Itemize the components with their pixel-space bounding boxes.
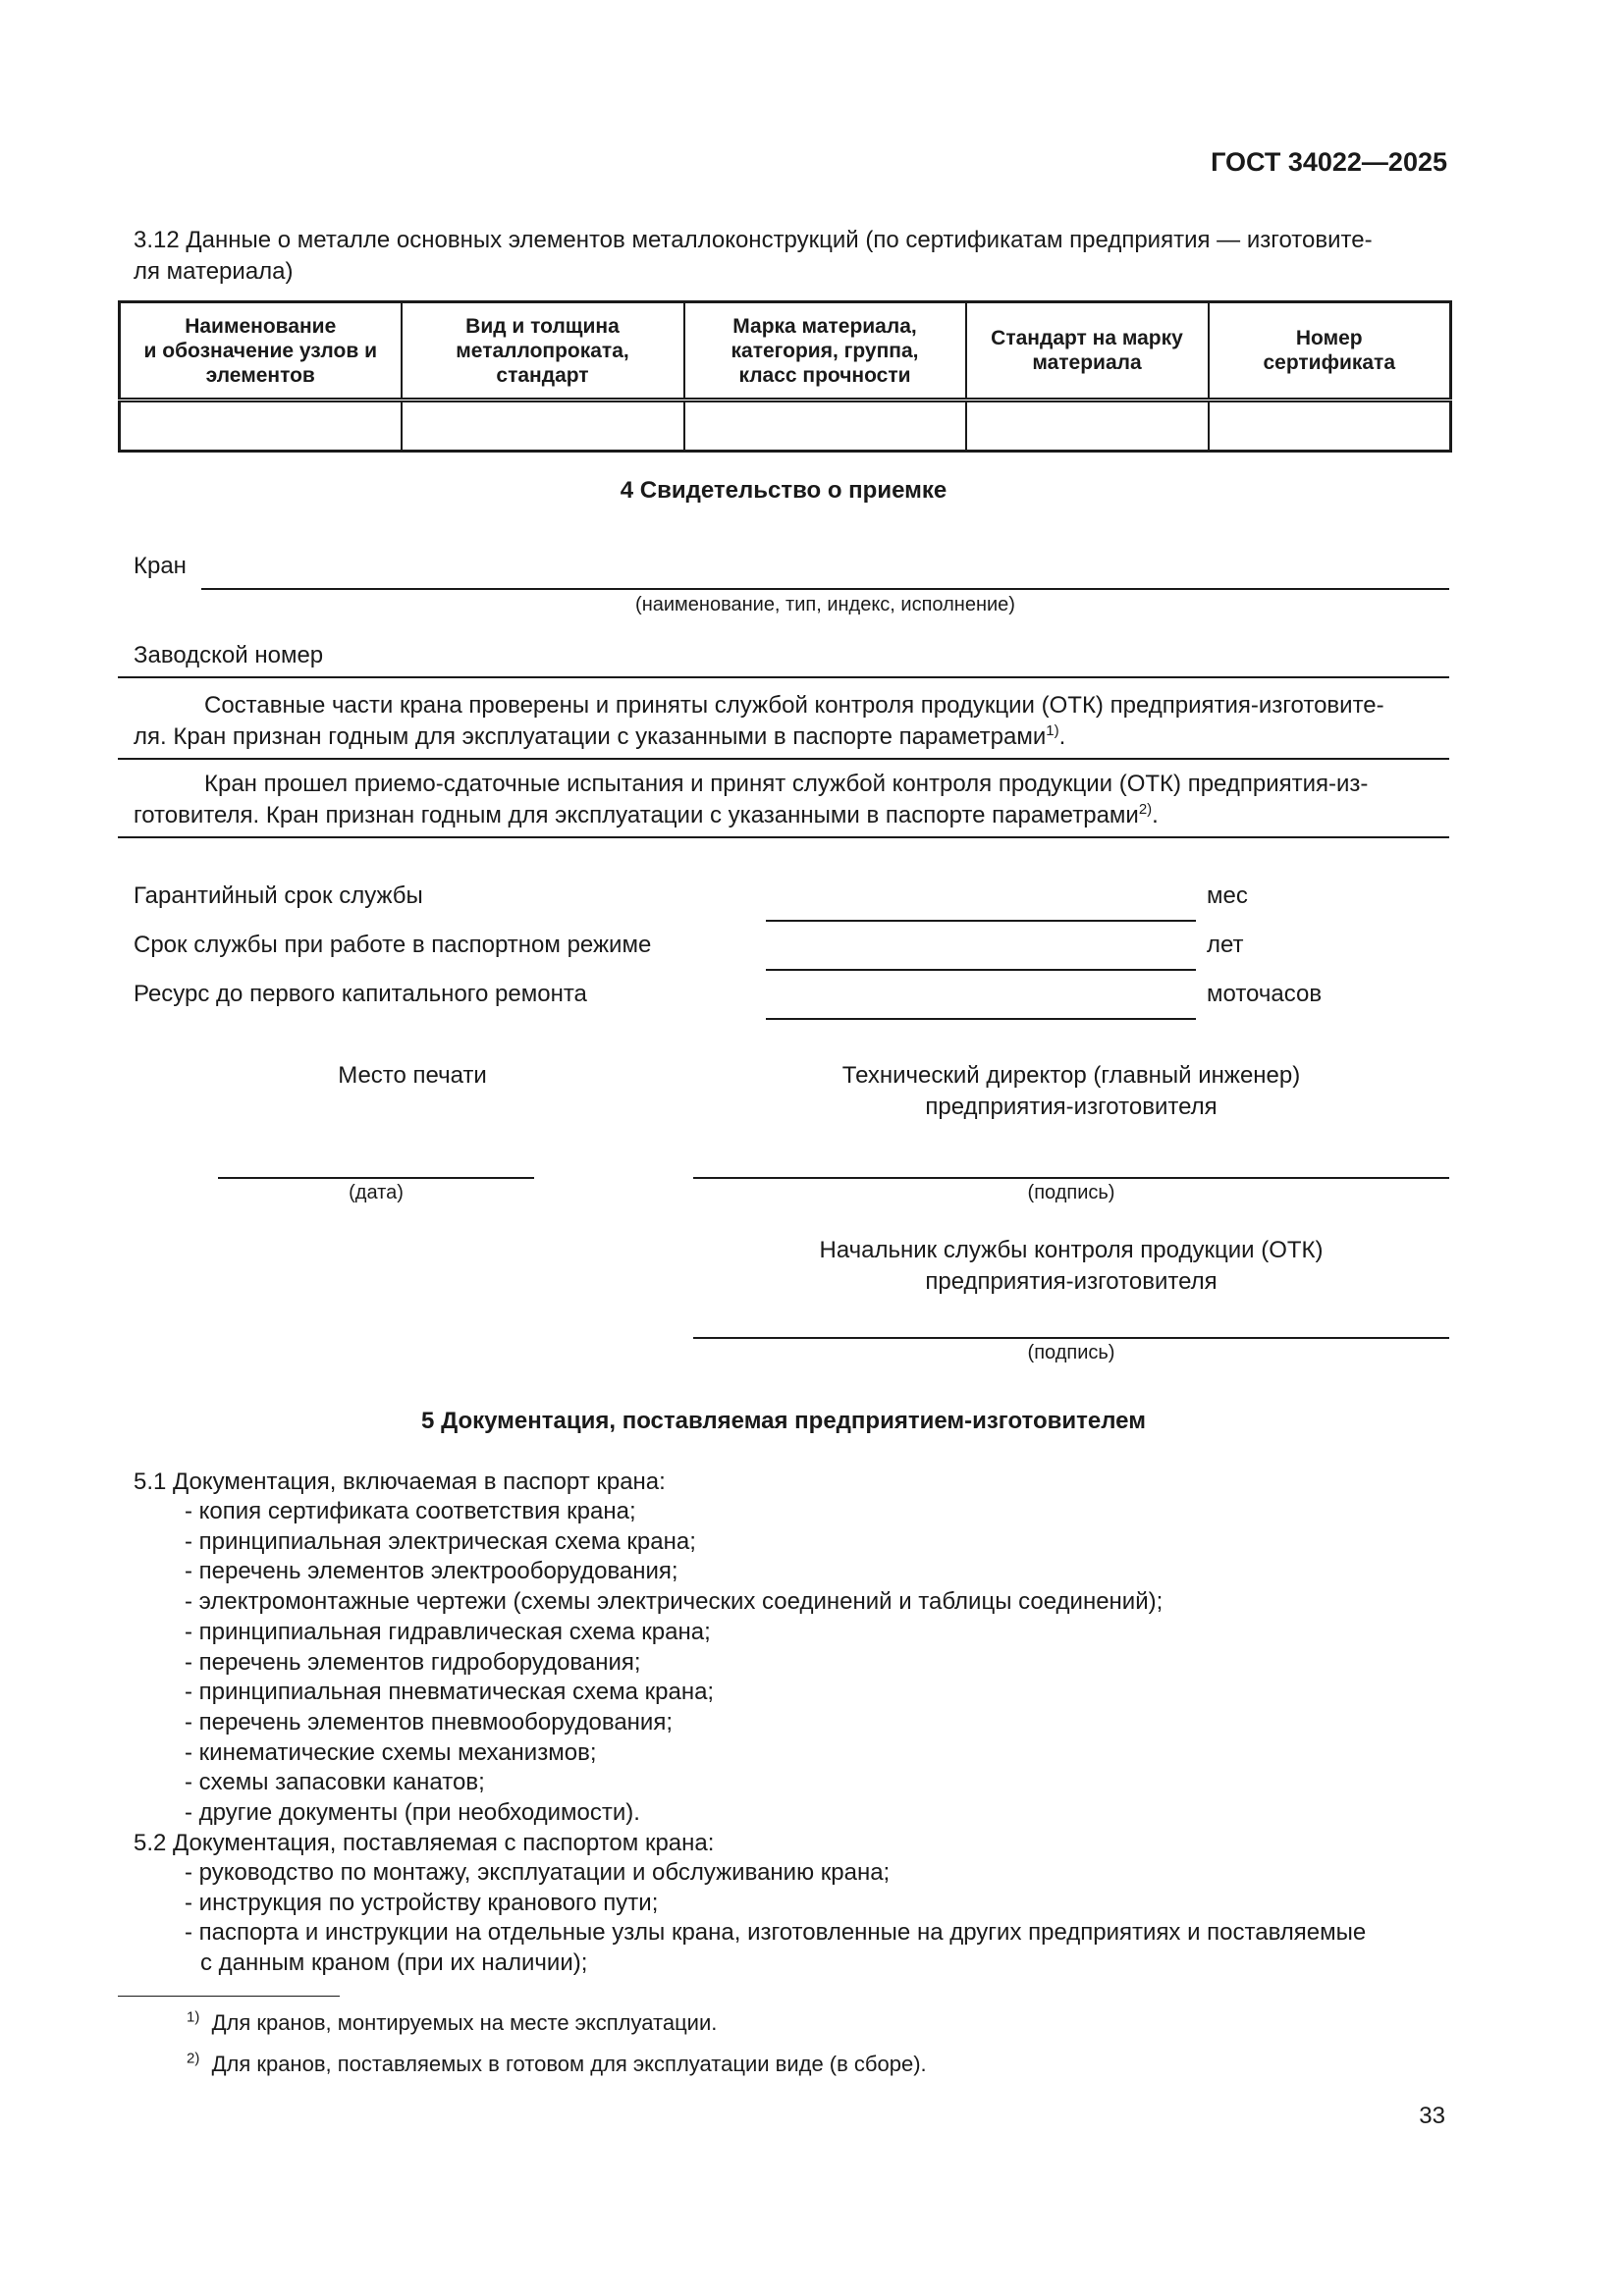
list-item: - принципиальная гидравлическая схема крана;	[185, 1618, 711, 1645]
service-field-line[interactable]	[766, 969, 1196, 971]
column-header: Вид и толщина металлопроката, стандарт	[402, 302, 684, 400]
standard-code: ГОСТ 34022—2025	[1211, 147, 1447, 177]
para1-divider	[118, 758, 1449, 760]
list-item: - перечень элементов пневмооборудования;	[185, 1708, 673, 1735]
otk-line1: Начальник службы контроля продукции (ОТК)	[819, 1237, 1324, 1263]
section-4-title: 4 Свидетельство о приемке	[620, 477, 947, 504]
table-cell[interactable]	[684, 400, 966, 452]
director-line2: предприятия-изготовителя	[925, 1094, 1218, 1120]
service-unit: лет	[1207, 932, 1244, 958]
table-row	[120, 400, 1451, 452]
para1-line1: Составные части крана проверены и приняты службой контроля продукции (ОТК) предприятия-изготовите-	[204, 692, 1384, 719]
list-item: - перечень элементов электрооборудования;	[185, 1558, 678, 1585]
resource-field-line[interactable]	[766, 1018, 1196, 1020]
section-5-2-heading: 5.2 Документация, поставляемая с паспортом крана:	[134, 1830, 715, 1856]
list-5-2	[185, 1858, 1366, 1979]
column-header: Номер сертификата	[1209, 302, 1451, 400]
column-header: Наименование и обозначение узлов и элементов	[120, 302, 402, 400]
column-header: Стандарт на марку материала	[966, 302, 1209, 400]
section-5-1-heading: 5.1 Документация, включаемая в паспорт крана:	[134, 1468, 666, 1495]
list-item: - копия сертификата соответствия крана;	[185, 1498, 636, 1524]
page-number: 33	[1419, 2103, 1445, 2129]
table-cell[interactable]	[1209, 400, 1451, 452]
table-cell[interactable]	[120, 400, 402, 452]
table-cell[interactable]	[966, 400, 1209, 452]
resource-unit: моточасов	[1207, 981, 1323, 1007]
section-3-12-line2: ля материала)	[134, 258, 294, 285]
footnote-1: $^{1)}$ Для кранов, монтируемых на месте эксплуатации.	[187, 2008, 718, 2035]
director-line1: Технический директор (главный инженер)	[841, 1062, 1301, 1089]
resource-label: Ресурс до первого капитального ремонта	[134, 981, 587, 1007]
para1-line2: ля. Кран признан годным для эксплуатации с указанными в паспорте параметрами$^{1)}$.	[134, 722, 1066, 750]
date-field-line[interactable]	[218, 1177, 534, 1179]
list-item-continuation: с данным краном (при их наличии);	[200, 1949, 588, 1977]
director-signature-caption: (подпись)	[1027, 1182, 1115, 1203]
otk-signature-caption: (подпись)	[1027, 1342, 1115, 1363]
crane-caption: (наименование, тип, индекс, исполнение)	[635, 594, 1015, 615]
list-item: - перечень элементов гидроборудования;	[185, 1648, 641, 1676]
date-caption: (дата)	[349, 1182, 404, 1203]
column-header: Марка материала, категория, группа, класс прочности	[684, 302, 966, 400]
table-header-row	[120, 302, 1451, 400]
serial-label: Заводской номер	[134, 642, 324, 668]
warranty-unit: мес	[1207, 882, 1248, 909]
list-item: - другие документы (при необходимости).	[185, 1799, 640, 1827]
director-signature-line[interactable]	[693, 1177, 1449, 1179]
stamp-label: Место печати	[338, 1062, 487, 1089]
warranty-label: Гарантийный срок службы	[134, 882, 423, 909]
crane-label: Кран	[134, 553, 187, 579]
para2-divider	[118, 836, 1449, 838]
list-item: - схемы запасовки канатов;	[185, 1769, 485, 1796]
section-5-title: 5 Документация, поставляемая предприятием-изготовителем	[421, 1408, 1146, 1434]
list-item: - руководство по монтажу, эксплуатации и обслуживанию крана;	[185, 1859, 891, 1886]
metal-data-table	[118, 300, 1452, 453]
list-5-1	[185, 1497, 1163, 1829]
para2-line2: готовителя. Кран признан годным для эксплуатации с указанными в паспорте параметрами$^{2)}$.	[134, 801, 1159, 828]
list-item: - электромонтажные чертежи (схемы электрических соединений и таблицы соединений);	[185, 1588, 1164, 1616]
list-item: - принципиальная электрическая схема крана;	[185, 1527, 696, 1555]
list-item: - инструкция по устройству кранового пути;	[185, 1889, 659, 1916]
list-item: - кинематические схемы механизмов;	[185, 1738, 597, 1766]
table-cell[interactable]	[402, 400, 684, 452]
otk-signature-line[interactable]	[693, 1337, 1449, 1339]
list-item: - принципиальная пневматическая схема крана;	[185, 1679, 715, 1706]
list-item: - паспорта и инструкции на отдельные узлы крана, изготовленные на других предприятиях и поставляемые	[185, 1919, 1367, 1947]
service-label: Срок службы при работе в паспортном режиме	[134, 932, 652, 958]
crane-field-line[interactable]	[201, 588, 1449, 590]
warranty-field-line[interactable]	[766, 920, 1196, 922]
footnote-2: $^{2)}$ Для кранов, поставляемых в готовом для эксплуатации виде (в сборе).	[187, 2050, 927, 2076]
otk-line2: предприятия-изготовителя	[925, 1268, 1218, 1295]
serial-field-line[interactable]	[118, 676, 1449, 678]
section-3-12-line1: 3.12 Данные о металле основных элементов металлоконструкций (по сертификатам предприятия — изготовите-	[134, 227, 1373, 253]
footnote-separator	[118, 1996, 340, 1997]
para2-line1: Кран прошел приемо-сдаточные испытания и принят службой контроля продукции (ОТК) предприятия-из-	[204, 771, 1369, 797]
